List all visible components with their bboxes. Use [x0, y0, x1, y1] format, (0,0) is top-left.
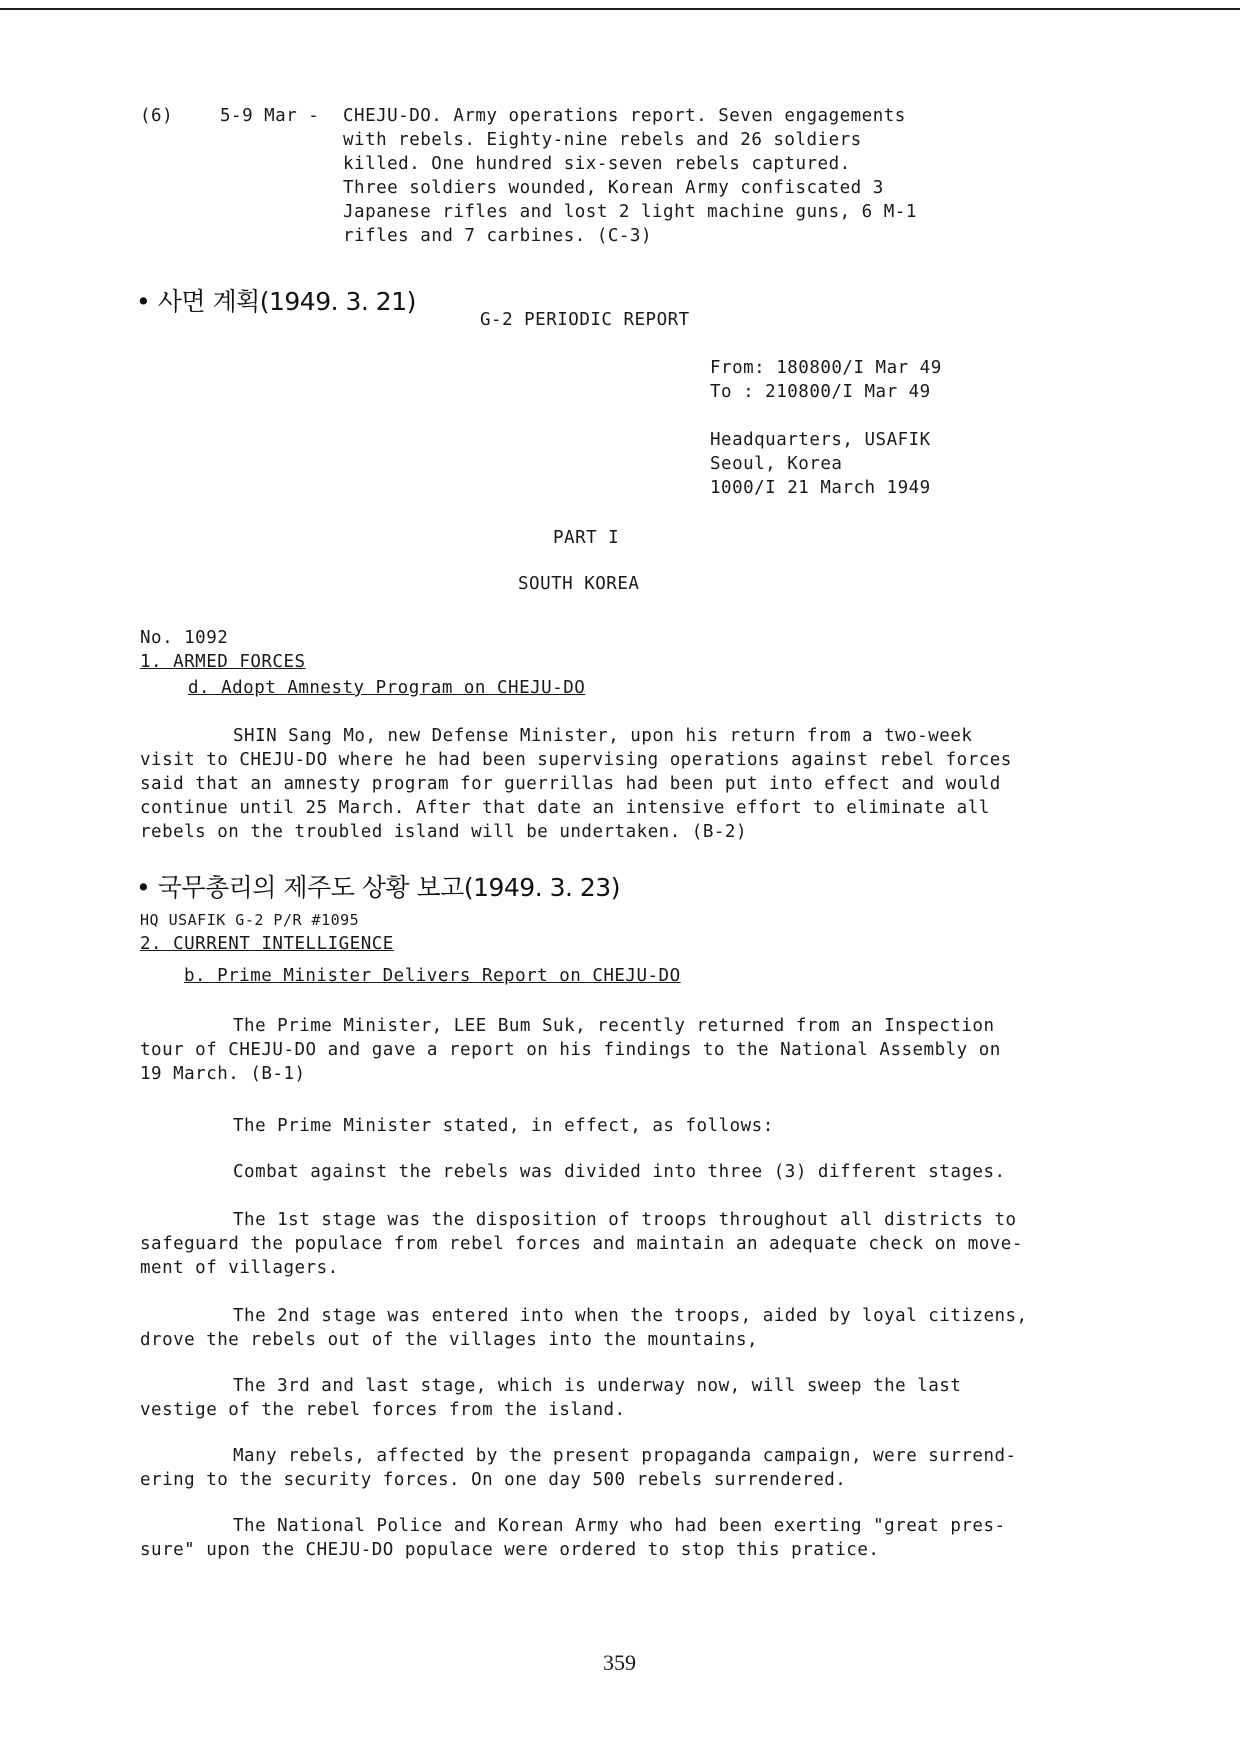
entry-line: rifles and 7 carbines. (C-3) — [343, 226, 653, 246]
report-paragraph — [140, 1374, 961, 1422]
report-paragraph — [140, 1444, 1017, 1492]
paragraph-line: The 2nd stage was entered into when the troops, aided by loyal citizens, — [233, 1306, 1028, 1326]
report-paragraph — [233, 1114, 774, 1138]
intelligence-section: 2. CURRENT INTELLIGENCE — [140, 934, 394, 954]
report-section: 1. ARMED FORCES — [140, 652, 306, 672]
report-paragraph — [140, 1014, 1001, 1086]
report-subsection: d. Adopt Amnesty Program on CHEJU-DO — [188, 678, 586, 698]
entry-number: (6) — [140, 106, 174, 126]
paragraph-line: Combat against the rebels was divided into three (3) different stages. — [233, 1162, 1006, 1182]
entry-line: with rebels. Eighty-nine rebels and 26 soldiers — [343, 130, 862, 150]
entry-text — [343, 104, 917, 248]
paragraph-line: safeguard the populace from rebel forces and maintain an adequate check on move- — [140, 1234, 1023, 1254]
paragraph-line: visit to CHEJU-DO where he had been supervising operations against rebel forces — [140, 750, 1012, 770]
entry-date: 5-9 Mar - — [220, 106, 320, 126]
report-paragraph — [233, 1160, 1006, 1184]
report-paragraph — [140, 1208, 1023, 1280]
report-to: To : 210800/I Mar 49 — [710, 382, 931, 402]
top-rule — [0, 8, 1240, 10]
hq-line: Headquarters, USAFIK — [710, 430, 931, 450]
entry-line: killed. One hundred six-seven rebels captured. — [343, 154, 851, 174]
paragraph-line: ering to the security forces. On one day 500 rebels surrendered. — [140, 1470, 847, 1490]
paragraph-line: SHIN Sang Mo, new Defense Minister, upon his return from a two-week — [233, 726, 973, 746]
report-paragraph — [140, 1304, 1028, 1352]
entry-line: CHEJU-DO. Army operations report. Seven engagements — [343, 106, 906, 126]
report-headquarters — [710, 428, 931, 500]
section-heading-amnesty-plan: • 사면 계획(1949. 3. 21) — [136, 287, 416, 316]
hq-line: 1000/I 21 March 1949 — [710, 478, 931, 498]
paragraph-line: 19 March. (B-1) — [140, 1064, 306, 1084]
report-reference: HQ USAFIK G-2 P/R #1095 — [140, 911, 360, 929]
paragraph-line: Many rebels, affected by the present propaganda campaign, were surrend- — [233, 1446, 1017, 1466]
section-heading-pm-report: • 국무총리의 제주도 상황 보고(1949. 3. 23) — [136, 873, 620, 902]
paragraph-line: continue until 25 March. After that date an intensive effort to eliminate all — [140, 798, 990, 818]
report-title: G-2 PERIODIC REPORT — [480, 310, 690, 330]
paragraph-line: rebels on the troubled island will be undertaken. (B-2) — [140, 822, 747, 842]
paragraph-line: ment of villagers. — [140, 1258, 339, 1278]
page-number: 359 — [603, 1650, 636, 1675]
paragraph-line: tour of CHEJU-DO and gave a report on his findings to the National Assembly on — [140, 1040, 1001, 1060]
entry-line: Japanese rifles and lost 2 light machine guns, 6 M-1 — [343, 202, 917, 222]
intelligence-subsection: b. Prime Minister Delivers Report on CHEJU-DO — [184, 966, 681, 986]
paragraph-line: sure" upon the CHEJU-DO populace were ordered to stop this pratice. — [140, 1540, 880, 1560]
hq-line: Seoul, Korea — [710, 454, 843, 474]
paragraph-line: The 1st stage was the disposition of troops throughout all districts to — [233, 1210, 1017, 1230]
report-paragraph — [140, 1514, 1006, 1562]
report-region: SOUTH KOREA — [518, 574, 640, 594]
paragraph-line: The Prime Minister stated, in effect, as follows: — [233, 1116, 774, 1136]
report-number: No. 1092 — [140, 628, 229, 648]
paragraph-line: The National Police and Korean Army who had been exerting "great pres- — [233, 1516, 1006, 1536]
report-from: From: 180800/I Mar 49 — [710, 358, 942, 378]
paragraph-line: drove the rebels out of the villages into the mountains, — [140, 1330, 759, 1350]
paragraph-line: said that an amnesty program for guerrillas had been put into effect and would — [140, 774, 1001, 794]
paragraph-line: vestige of the rebel forces from the island. — [140, 1400, 626, 1420]
paragraph-line: The Prime Minister, LEE Bum Suk, recently returned from an Inspection — [233, 1016, 995, 1036]
amnesty-paragraph — [140, 724, 1012, 844]
paragraph-line: The 3rd and last stage, which is underway now, will sweep the last — [233, 1376, 962, 1396]
entry-line: Three soldiers wounded, Korean Army confiscated 3 — [343, 178, 884, 198]
report-part: PART I — [553, 528, 620, 548]
